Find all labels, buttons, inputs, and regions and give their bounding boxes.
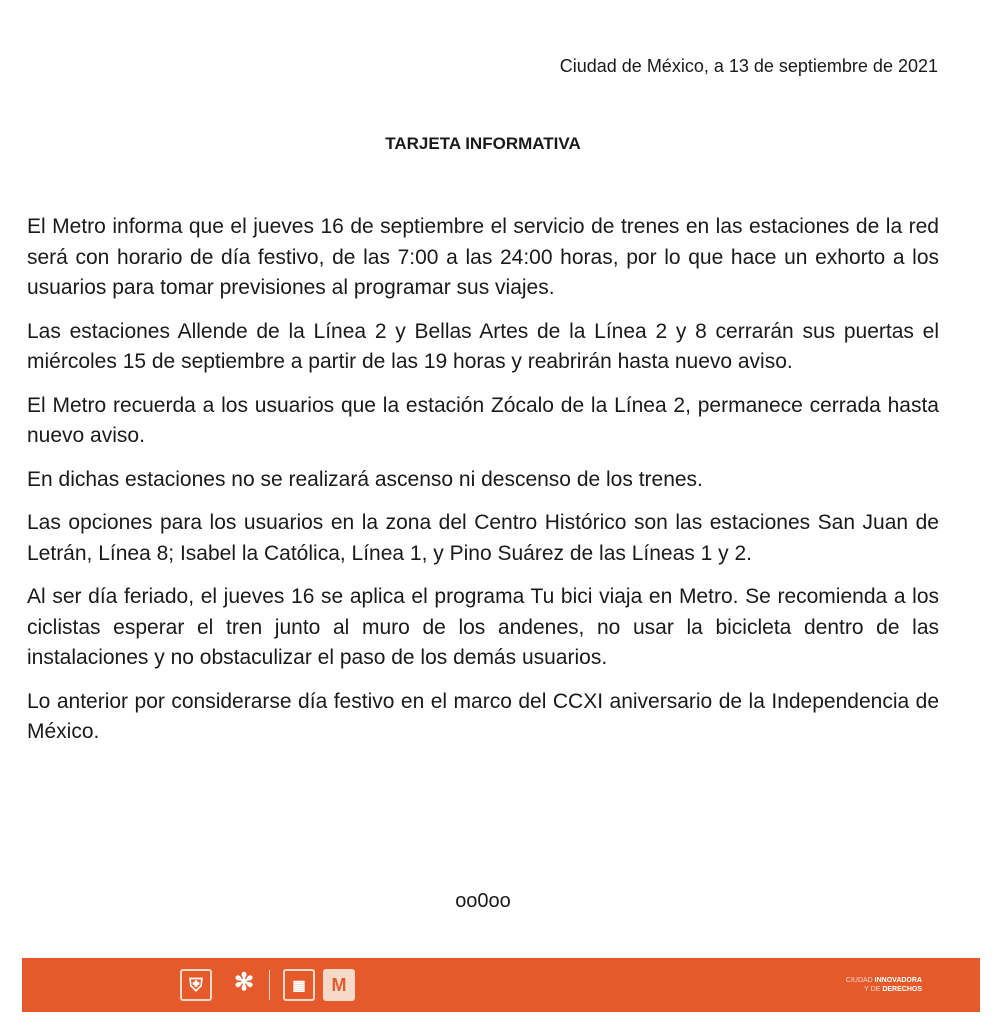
- cdmx-shield-logo-icon: ⛨: [180, 969, 212, 1001]
- closing-mark: oo0oo: [455, 890, 511, 912]
- document-date: Ciudad de México, a 13 de septiembre de 2021: [559, 56, 938, 76]
- document-title: TARJETA INFORMATIVA: [385, 134, 581, 153]
- paragraph: Lo anterior por considerarse día festivo en el marco del CCXI aniversario de la Independencia de México.: [27, 689, 939, 743]
- paragraph: El Metro informa que el jueves 16 de septiembre el servicio de trenes en las estaciones de la red será con horario de día festivo, de las 7:00 a las 24:00 horas, por lo que hace un exhorto a los usuarios para tomar previsiones al programar sus viajes.: [27, 215, 939, 299]
- document-body: [27, 212, 939, 761]
- paragraph: El Metro recuerda a los usuarios que la estación Zócalo de la Línea 2, permanece cerrada hasta nuevo aviso.: [27, 393, 939, 447]
- pattern-logo-icon: ▦: [283, 969, 315, 1001]
- paragraph: En dichas estaciones no se realizará ascenso ni descenso de los trenes.: [27, 467, 703, 491]
- metro-logo-icon: M: [323, 969, 355, 1001]
- footer-tagline: CIUDAD INNOVADORA Y DE DERECHOS: [845, 977, 922, 993]
- paragraph: Las opciones para los usuarios en la zona del Centro Histórico son las estaciones San Juan de Letrán, Línea 8; Isabel la Católica, Línea 1, y Pino Suárez de las Líneas 1 y 2.: [27, 511, 939, 565]
- paragraph: Al ser día feriado, el jueves 16 se aplica el programa Tu bici viaja en Metro. Se recomienda a los ciclistas esperar el tren junto al muro de los andenes, no usar la bicicleta dentro de las instalaciones y no obstaculizar el paso de los demás usuarios.: [27, 585, 939, 669]
- logo-divider: [269, 970, 270, 1000]
- footer-banner: [22, 958, 980, 1012]
- paragraph: Las estaciones Allende de la Línea 2 y Bellas Artes de la Línea 2 y 8 cerrarán sus puertas el miércoles 15 de septiembre a partir de las 19 horas y reabrirán hasta nuevo aviso.: [27, 319, 939, 373]
- cdmx-emblem-logo-icon: ✻: [233, 969, 255, 996]
